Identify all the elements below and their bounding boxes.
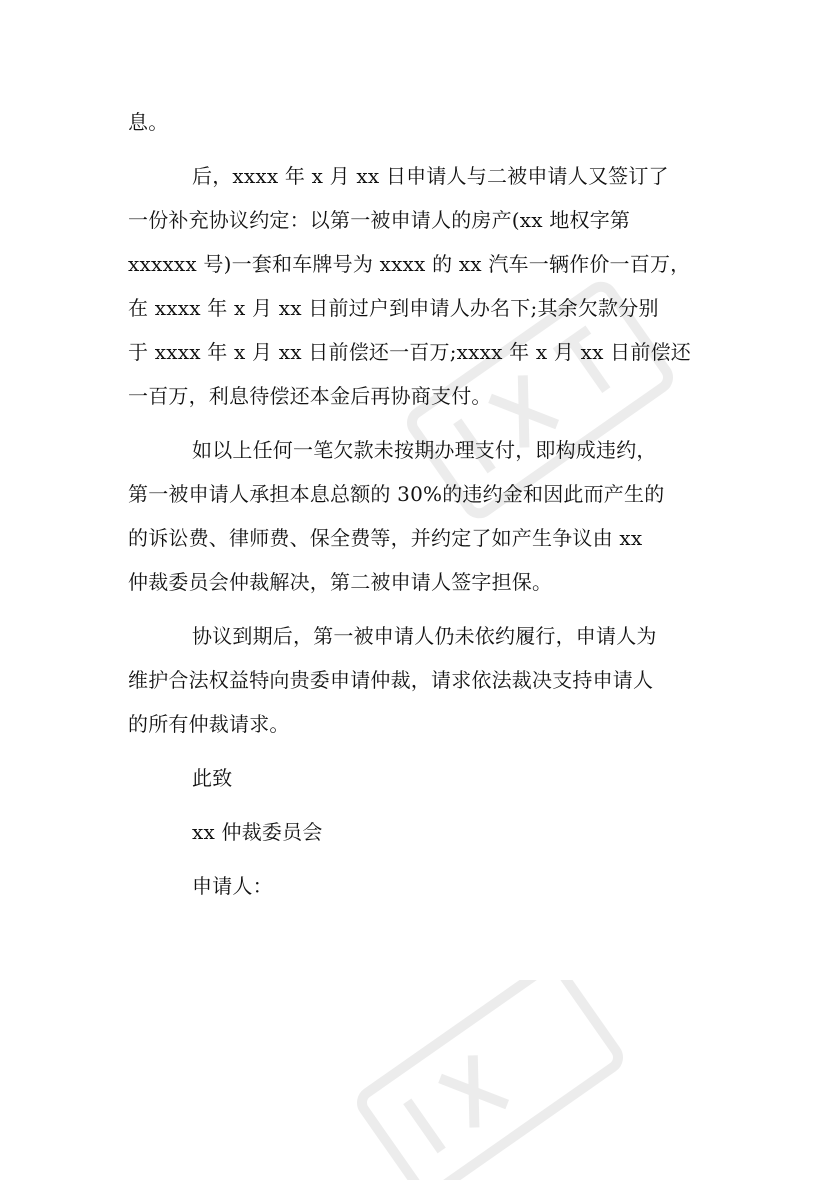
text-line: 维护合法权益特向贵委申请仲裁，请求依法裁决支持申请人 [128,668,654,692]
text-line: 于 xxxx 年 x 月 xx 日前偿还一百万;xxxx 年 x 月 xx 日前偿还 [128,340,691,364]
text-line: 息。 [128,110,169,134]
salutation: 此致 [192,766,233,790]
text-line: 后，xxxx 年 x 月 xx 日申请人与二被申请人又签订了 [192,164,669,188]
applicant-signature-label: 申请人： [192,874,273,898]
recipient: xx 仲裁委员会 [192,820,323,844]
text-line: 一百万，利息待偿还本金后再协商支付。 [128,384,492,408]
watermark-logo [330,980,650,1180]
text-line: 协议到期后，第一被申请人仍未依约履行，申请人为 [192,624,657,648]
text-line: 第一被申请人承担本息总额的 30%的违约金和因此而产生的 [128,482,665,506]
text-line: 仲裁委员会仲裁解决，第二被申请人签字担保。 [128,570,553,594]
text-line: 的所有仲裁请求。 [128,712,290,736]
text-line: 在 xxxx 年 x 月 xx 日前过户到申请人办名下;其余欠款分别 [128,296,659,320]
text-line: 的诉讼费、律师费、保全费等，并约定了如产生争议由 xx [128,526,643,550]
text-line: 如以上任何一笔欠款未按期办理支付，即构成违约， [192,438,657,462]
text-line: 一份补充协议约定：以第一被申请人的房产(xx 地权字第 [128,208,631,232]
document-page [128,100,708,908]
text-line: xxxxxx 号)一套和车牌号为 xxxx 的 xx 汽车一辆作价一百万， [128,252,691,276]
